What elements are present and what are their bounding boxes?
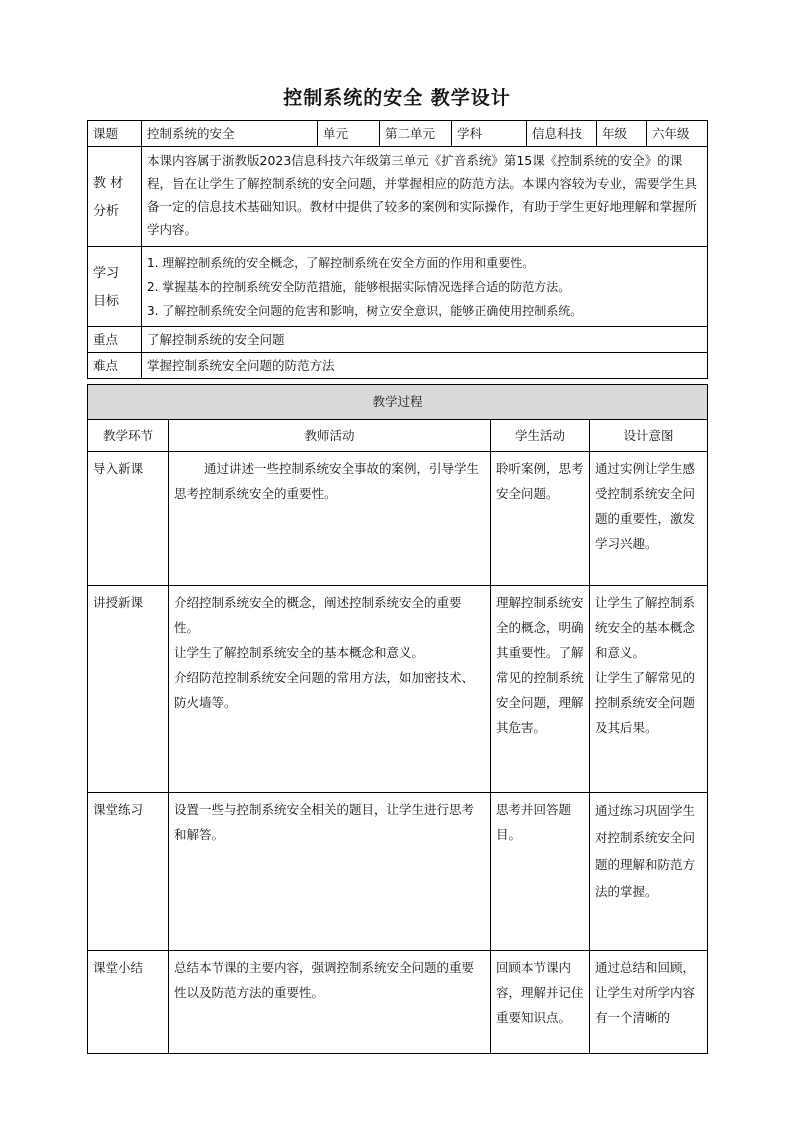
subject-label: 学科	[452, 121, 527, 147]
goal-item: 3. 了解控制系统安全问题的危害和影响，树立安全意识，能够正确使用控制系统。	[147, 303, 583, 318]
table-row	[88, 951, 708, 1054]
subject-value: 信息科技	[527, 121, 597, 147]
teaching-process-table	[87, 384, 708, 1054]
info-row-goals	[88, 247, 708, 327]
goal-item: 2. 掌握基本的控制系统安全防范措施，能够根据实际情况选择合适的防范方法。	[147, 279, 571, 294]
analysis-text: 本课内容属于浙教版2023信息科技六年级第三单元《扩音系统》第15课《控制系统的安全》的课程，旨在让学生了解控制系统的安全问题，并掌握相应的防范方法。本课内容较为专业，需要学生具备一定的信息技术基础知识。教材中提供了较多的案例和实际操作，有助于学生更好地理解和掌握所学内容。	[142, 147, 708, 247]
stage-cell: 课堂小结	[88, 951, 169, 1054]
key-value: 了解控制系统的安全问题	[142, 327, 708, 353]
student-activity: 聆听案例，思考安全问题。	[491, 452, 590, 586]
col-header-student: 学生活动	[491, 420, 590, 452]
design-intent: 通过总结和回顾，让学生对所学内容有一个清晰的	[590, 951, 708, 1054]
topic-label: 课题	[88, 121, 142, 147]
grade-label: 年级	[597, 121, 647, 147]
page-title: 控制系统的安全 教学设计	[283, 87, 511, 109]
topic-value: 控制系统的安全	[142, 121, 318, 147]
table-row	[88, 452, 708, 586]
info-row-key	[88, 327, 708, 353]
teacher-activity: 介绍控制系统安全的概念，阐述控制系统安全的重要性。 让学生了解控制系统安全的基本概念和意义。 介绍防范控制系统安全问题的常用方法，如加密技术、防火墙等。	[169, 586, 491, 793]
key-label: 重点	[88, 327, 142, 353]
teacher-activity: 通过讲述一些控制系统安全事故的案例，引导学生思考控制系统安全的重要性。	[169, 452, 491, 586]
stage-cell: 导入新课	[88, 452, 169, 586]
design-intent: 让学生了解控制系统安全的基本概念和意义。 让学生了解常见的控制系统安全问题及其后果。	[590, 586, 708, 793]
info-row-basic	[88, 121, 708, 147]
teacher-activity: 设置一些与控制系统安全相关的题目，让学生进行思考和解答。	[169, 793, 491, 951]
difficulty-value: 掌握控制系统安全问题的防范方法	[142, 353, 708, 379]
design-intent: 通过实例让学生感受控制系统安全问题的重要性，激发学习兴趣。	[590, 452, 708, 586]
teacher-activity: 总结本节课的主要内容，强调控制系统安全问题的重要性以及防范方法的重要性。	[169, 951, 491, 1054]
student-activity: 回顾本节课内容，理解并记住重要知识点。	[491, 951, 590, 1054]
stage-cell: 讲授新课	[88, 586, 169, 793]
student-activity: 理解控制系统安全的概念，明确其重要性。了解常见的控制系统安全问题，理解其危害。	[491, 586, 590, 793]
lesson-info-table	[87, 120, 708, 379]
process-header-row	[88, 385, 708, 420]
info-row-difficulty	[88, 353, 708, 379]
grade-value: 六年级	[647, 121, 708, 147]
table-row	[88, 793, 708, 951]
info-row-analysis	[88, 147, 708, 247]
unit-label: 单元	[318, 121, 380, 147]
design-intent: 通过练习巩固学生对控制系统安全问题的理解和防范方法的掌握。	[590, 793, 708, 951]
process-header: 教学过程	[88, 385, 708, 420]
stage-cell: 课堂练习	[88, 793, 169, 951]
col-header-teacher: 教师活动	[169, 420, 491, 452]
unit-value: 第二单元	[380, 121, 452, 147]
difficulty-label: 难点	[88, 353, 142, 379]
col-header-intent: 设计意图	[590, 420, 708, 452]
col-header-stage: 教学环节	[88, 420, 169, 452]
analysis-label: 教 材 分析	[88, 147, 142, 247]
goal-item: 1. 理解控制系统的安全概念，了解控制系统在安全方面的作用和重要性。	[147, 255, 535, 270]
goals-list	[142, 247, 708, 327]
table-row	[88, 586, 708, 793]
goals-label: 学习 目标	[88, 247, 142, 327]
process-column-headers	[88, 420, 708, 452]
student-activity: 思考并回答题目。	[491, 793, 590, 951]
